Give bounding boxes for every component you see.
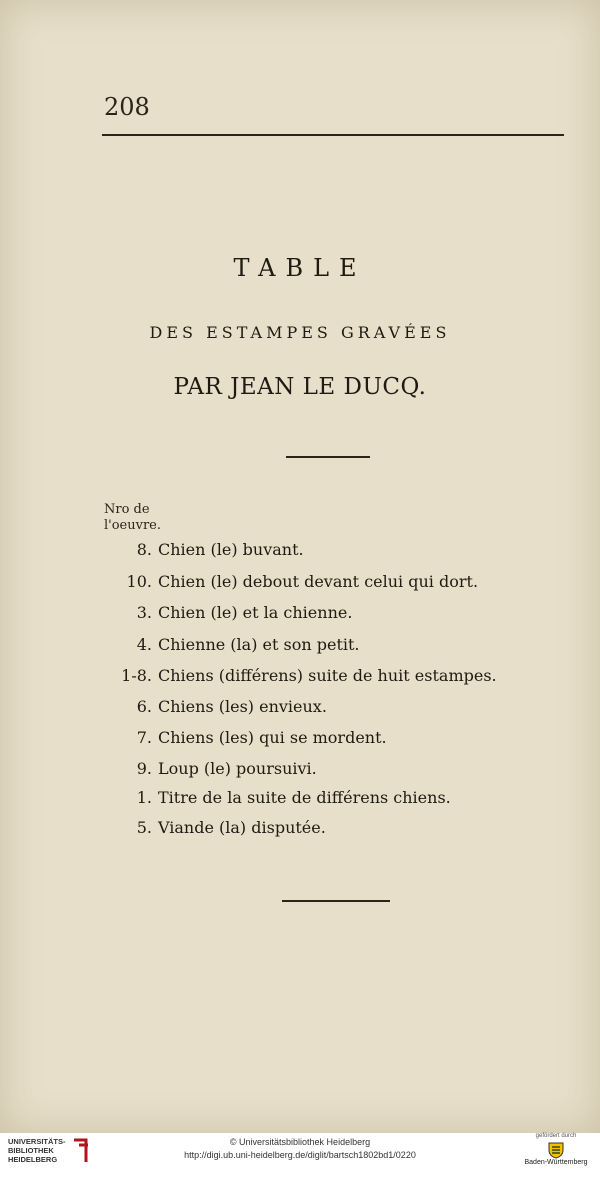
- column-label: [104, 502, 161, 534]
- library-name-line2: BIBLIOTHEK: [8, 1146, 54, 1155]
- viewer-footer: [0, 1133, 600, 1177]
- entry-number: 1.: [136, 788, 152, 807]
- list-item: [100, 603, 352, 622]
- copyright-notice: © Universitätsbibliothek Heidelberg: [229, 1137, 371, 1147]
- entry-number: 6.: [136, 697, 152, 716]
- funded-by-label: gefördert durch: [535, 1133, 577, 1139]
- page-subtitle: DES ESTAMPES GRAVÉES: [149, 323, 451, 342]
- library-name-line1: UNIVERSITÄTS-: [8, 1137, 66, 1146]
- list-item: [100, 572, 478, 591]
- entry-number: 4.: [136, 635, 152, 654]
- list-item: [100, 728, 387, 747]
- list-item: [100, 666, 497, 685]
- entry-number: 9.: [136, 759, 152, 778]
- list-item: [100, 818, 326, 837]
- list-item: [100, 540, 304, 559]
- title-divider: [286, 456, 370, 458]
- entry-number: 1-8.: [121, 666, 152, 685]
- permalink[interactable]: http://digi.ub.uni-heidelberg.de/diglit/bartsch1802bd1/0220: [184, 1150, 416, 1160]
- list-item: [100, 759, 317, 778]
- entry-text: Chien (le) buvant.: [158, 540, 304, 559]
- entry-text: Chien (le) et la chienne.: [158, 603, 353, 622]
- artist-name: PAR JEAN LE DUCQ.: [173, 374, 427, 400]
- list-item: [100, 697, 327, 716]
- list-item: [100, 635, 360, 654]
- entry-text: Chien (le) debout devant celui qui dort.: [158, 572, 479, 591]
- column-label-line1: Nro de: [104, 502, 150, 517]
- header-rule: [102, 134, 564, 136]
- entry-text: Chiens (les) qui se mordent.: [158, 728, 387, 747]
- entry-number: 10.: [126, 572, 152, 591]
- funder-name: Baden-Württemberg: [524, 1159, 588, 1166]
- entry-number: 3.: [136, 603, 152, 622]
- entry-text: Chiens (différens) suite de huit estampes.: [158, 666, 497, 685]
- entry-number: 7.: [136, 728, 152, 747]
- entry-text: Chienne (la) et son petit.: [158, 635, 360, 654]
- coat-of-arms-icon: [546, 1141, 566, 1159]
- end-rule: [282, 900, 390, 902]
- bleed-through-text: [90, 140, 570, 172]
- list-item: [100, 788, 451, 807]
- entry-text: Chiens (les) envieux.: [158, 697, 327, 716]
- page-number: 208: [104, 93, 150, 121]
- entry-number: 8.: [136, 540, 152, 559]
- entry-text: Titre de la suite de différens chiens.: [158, 788, 451, 807]
- entry-text: Loup (le) poursuivi.: [158, 759, 317, 778]
- page-title: TABLE: [233, 254, 367, 282]
- funder-logo[interactable]: [520, 1133, 592, 1166]
- entry-number: 5.: [136, 818, 152, 837]
- entry-text: Viande (la) disputée.: [158, 818, 326, 837]
- column-label-line2: l'oeuvre.: [104, 518, 162, 533]
- library-name-line3: HEIDELBERG: [8, 1155, 58, 1164]
